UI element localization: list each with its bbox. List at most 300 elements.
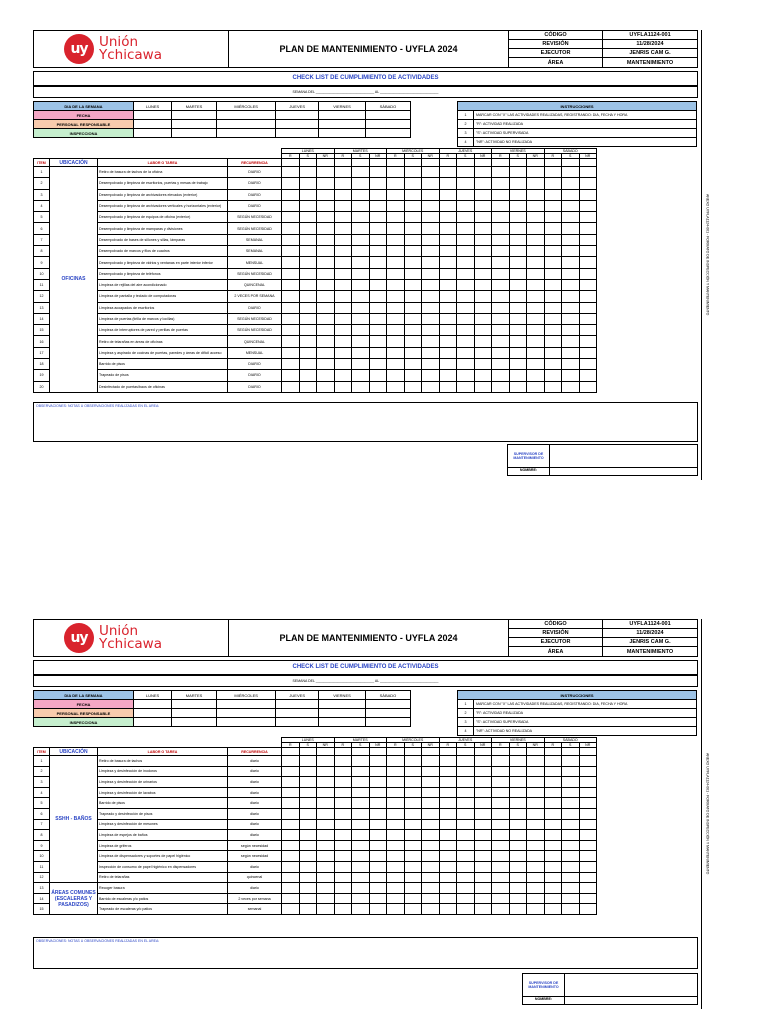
check-cell[interactable] — [369, 840, 387, 851]
check-cell[interactable] — [474, 313, 492, 324]
check-cell[interactable] — [474, 787, 492, 798]
check-cell[interactable] — [404, 893, 422, 904]
check-cell[interactable] — [282, 883, 300, 894]
check-cell[interactable] — [439, 370, 457, 381]
check-cell[interactable] — [317, 904, 335, 915]
check-cell[interactable] — [317, 830, 335, 841]
check-cell[interactable] — [492, 872, 510, 883]
check-cell[interactable] — [579, 798, 597, 809]
check-cell[interactable] — [422, 893, 440, 904]
check-cell[interactable] — [369, 359, 387, 370]
check-cell[interactable] — [579, 808, 597, 819]
check-cell[interactable] — [282, 381, 300, 392]
check-cell[interactable] — [474, 246, 492, 257]
check-cell[interactable] — [334, 336, 352, 347]
check-cell[interactable] — [492, 861, 510, 872]
cell[interactable] — [217, 709, 276, 718]
cell[interactable] — [365, 709, 410, 718]
check-cell[interactable] — [282, 840, 300, 851]
check-cell[interactable] — [387, 381, 405, 392]
check-cell[interactable] — [457, 291, 475, 302]
check-cell[interactable] — [282, 212, 300, 223]
check-cell[interactable] — [457, 830, 475, 841]
check-cell[interactable] — [492, 840, 510, 851]
check-cell[interactable] — [457, 257, 475, 268]
check-cell[interactable] — [544, 808, 562, 819]
check-cell[interactable] — [439, 883, 457, 894]
check-cell[interactable] — [369, 291, 387, 302]
check-cell[interactable] — [422, 178, 440, 189]
check-cell[interactable] — [544, 851, 562, 862]
check-cell[interactable] — [579, 200, 597, 211]
check-cell[interactable] — [562, 246, 580, 257]
check-cell[interactable] — [352, 200, 370, 211]
check-cell[interactable] — [404, 787, 422, 798]
check-cell[interactable] — [387, 200, 405, 211]
check-cell[interactable] — [387, 756, 405, 767]
check-cell[interactable] — [404, 819, 422, 830]
check-cell[interactable] — [299, 313, 317, 324]
check-cell[interactable] — [369, 279, 387, 290]
check-cell[interactable] — [404, 302, 422, 313]
check-cell[interactable] — [282, 851, 300, 862]
check-cell[interactable] — [492, 246, 510, 257]
check-cell[interactable] — [334, 291, 352, 302]
cell[interactable] — [365, 111, 410, 120]
check-cell[interactable] — [439, 347, 457, 358]
check-cell[interactable] — [439, 167, 457, 178]
check-cell[interactable] — [352, 246, 370, 257]
check-cell[interactable] — [492, 268, 510, 279]
check-cell[interactable] — [562, 200, 580, 211]
check-cell[interactable] — [579, 851, 597, 862]
check-cell[interactable] — [579, 381, 597, 392]
check-cell[interactable] — [369, 212, 387, 223]
check-cell[interactable] — [474, 851, 492, 862]
check-cell[interactable] — [439, 819, 457, 830]
check-cell[interactable] — [299, 200, 317, 211]
check-cell[interactable] — [369, 246, 387, 257]
check-cell[interactable] — [579, 359, 597, 370]
check-cell[interactable] — [352, 313, 370, 324]
check-cell[interactable] — [579, 370, 597, 381]
check-cell[interactable] — [369, 234, 387, 245]
check-cell[interactable] — [299, 766, 317, 777]
check-cell[interactable] — [527, 336, 545, 347]
check-cell[interactable] — [422, 777, 440, 788]
check-cell[interactable] — [387, 840, 405, 851]
check-cell[interactable] — [562, 777, 580, 788]
check-cell[interactable] — [509, 200, 527, 211]
check-cell[interactable] — [492, 808, 510, 819]
check-cell[interactable] — [527, 246, 545, 257]
check-cell[interactable] — [544, 359, 562, 370]
check-cell[interactable] — [422, 234, 440, 245]
check-cell[interactable] — [334, 370, 352, 381]
check-cell[interactable] — [544, 370, 562, 381]
cell[interactable] — [217, 700, 276, 709]
check-cell[interactable] — [404, 279, 422, 290]
check-cell[interactable] — [579, 325, 597, 336]
check-cell[interactable] — [579, 268, 597, 279]
check-cell[interactable] — [334, 381, 352, 392]
check-cell[interactable] — [562, 302, 580, 313]
check-cell[interactable] — [299, 861, 317, 872]
cell[interactable] — [172, 718, 217, 727]
check-cell[interactable] — [474, 279, 492, 290]
check-cell[interactable] — [352, 798, 370, 809]
check-cell[interactable] — [317, 223, 335, 234]
check-cell[interactable] — [509, 291, 527, 302]
check-cell[interactable] — [317, 336, 335, 347]
check-cell[interactable] — [562, 291, 580, 302]
check-cell[interactable] — [352, 189, 370, 200]
check-cell[interactable] — [527, 359, 545, 370]
check-cell[interactable] — [509, 851, 527, 862]
check-cell[interactable] — [317, 347, 335, 358]
cell[interactable] — [172, 120, 217, 129]
check-cell[interactable] — [334, 212, 352, 223]
cell[interactable] — [217, 129, 276, 138]
check-cell[interactable] — [299, 798, 317, 809]
check-cell[interactable] — [474, 178, 492, 189]
check-cell[interactable] — [317, 212, 335, 223]
check-cell[interactable] — [334, 808, 352, 819]
check-cell[interactable] — [527, 178, 545, 189]
check-cell[interactable] — [334, 830, 352, 841]
check-cell[interactable] — [299, 347, 317, 358]
check-cell[interactable] — [579, 178, 597, 189]
check-cell[interactable] — [317, 798, 335, 809]
check-cell[interactable] — [439, 381, 457, 392]
check-cell[interactable] — [387, 246, 405, 257]
check-cell[interactable] — [474, 212, 492, 223]
check-cell[interactable] — [439, 798, 457, 809]
check-cell[interactable] — [352, 904, 370, 915]
check-cell[interactable] — [579, 336, 597, 347]
check-cell[interactable] — [509, 872, 527, 883]
check-cell[interactable] — [404, 189, 422, 200]
check-cell[interactable] — [387, 830, 405, 841]
check-cell[interactable] — [562, 279, 580, 290]
check-cell[interactable] — [404, 178, 422, 189]
cell[interactable] — [319, 718, 366, 727]
check-cell[interactable] — [282, 246, 300, 257]
check-cell[interactable] — [334, 234, 352, 245]
check-cell[interactable] — [544, 861, 562, 872]
check-cell[interactable] — [474, 777, 492, 788]
check-cell[interactable] — [439, 904, 457, 915]
check-cell[interactable] — [422, 840, 440, 851]
check-cell[interactable] — [509, 313, 527, 324]
check-cell[interactable] — [282, 234, 300, 245]
check-cell[interactable] — [527, 851, 545, 862]
check-cell[interactable] — [369, 766, 387, 777]
check-cell[interactable] — [439, 777, 457, 788]
check-cell[interactable] — [439, 257, 457, 268]
check-cell[interactable] — [299, 257, 317, 268]
check-cell[interactable] — [404, 257, 422, 268]
check-cell[interactable] — [282, 279, 300, 290]
check-cell[interactable] — [579, 246, 597, 257]
check-cell[interactable] — [422, 766, 440, 777]
check-cell[interactable] — [369, 302, 387, 313]
check-cell[interactable] — [404, 167, 422, 178]
check-cell[interactable] — [474, 189, 492, 200]
check-cell[interactable] — [317, 268, 335, 279]
check-cell[interactable] — [334, 840, 352, 851]
check-cell[interactable] — [457, 904, 475, 915]
check-cell[interactable] — [562, 840, 580, 851]
check-cell[interactable] — [282, 798, 300, 809]
check-cell[interactable] — [509, 893, 527, 904]
check-cell[interactable] — [457, 766, 475, 777]
check-cell[interactable] — [404, 861, 422, 872]
check-cell[interactable] — [352, 178, 370, 189]
check-cell[interactable] — [562, 872, 580, 883]
check-cell[interactable] — [334, 313, 352, 324]
check-cell[interactable] — [404, 904, 422, 915]
check-cell[interactable] — [474, 200, 492, 211]
check-cell[interactable] — [422, 167, 440, 178]
check-cell[interactable] — [387, 347, 405, 358]
check-cell[interactable] — [474, 756, 492, 767]
check-cell[interactable] — [422, 359, 440, 370]
check-cell[interactable] — [492, 291, 510, 302]
check-cell[interactable] — [562, 212, 580, 223]
check-cell[interactable] — [317, 302, 335, 313]
check-cell[interactable] — [422, 268, 440, 279]
check-cell[interactable] — [387, 313, 405, 324]
check-cell[interactable] — [579, 347, 597, 358]
check-cell[interactable] — [317, 777, 335, 788]
check-cell[interactable] — [299, 840, 317, 851]
check-cell[interactable] — [579, 893, 597, 904]
check-cell[interactable] — [422, 279, 440, 290]
check-cell[interactable] — [352, 268, 370, 279]
check-cell[interactable] — [509, 178, 527, 189]
check-cell[interactable] — [492, 904, 510, 915]
check-cell[interactable] — [404, 756, 422, 767]
check-cell[interactable] — [282, 257, 300, 268]
check-cell[interactable] — [457, 370, 475, 381]
check-cell[interactable] — [387, 279, 405, 290]
check-cell[interactable] — [369, 787, 387, 798]
check-cell[interactable] — [387, 257, 405, 268]
check-cell[interactable] — [457, 347, 475, 358]
check-cell[interactable] — [562, 167, 580, 178]
check-cell[interactable] — [527, 808, 545, 819]
check-cell[interactable] — [369, 893, 387, 904]
check-cell[interactable] — [527, 223, 545, 234]
check-cell[interactable] — [282, 830, 300, 841]
check-cell[interactable] — [299, 370, 317, 381]
check-cell[interactable] — [492, 851, 510, 862]
check-cell[interactable] — [492, 325, 510, 336]
check-cell[interactable] — [474, 872, 492, 883]
check-cell[interactable] — [387, 223, 405, 234]
check-cell[interactable] — [387, 893, 405, 904]
check-cell[interactable] — [579, 819, 597, 830]
check-cell[interactable] — [527, 212, 545, 223]
check-cell[interactable] — [544, 223, 562, 234]
check-cell[interactable] — [474, 223, 492, 234]
check-cell[interactable] — [334, 347, 352, 358]
check-cell[interactable] — [299, 893, 317, 904]
check-cell[interactable] — [352, 279, 370, 290]
check-cell[interactable] — [352, 756, 370, 767]
check-cell[interactable] — [544, 872, 562, 883]
cell[interactable] — [319, 111, 366, 120]
check-cell[interactable] — [439, 830, 457, 841]
check-cell[interactable] — [387, 359, 405, 370]
check-cell[interactable] — [562, 178, 580, 189]
check-cell[interactable] — [544, 268, 562, 279]
check-cell[interactable] — [439, 851, 457, 862]
check-cell[interactable] — [387, 808, 405, 819]
check-cell[interactable] — [334, 167, 352, 178]
check-cell[interactable] — [422, 861, 440, 872]
check-cell[interactable] — [387, 167, 405, 178]
check-cell[interactable] — [492, 223, 510, 234]
check-cell[interactable] — [387, 872, 405, 883]
check-cell[interactable] — [422, 200, 440, 211]
check-cell[interactable] — [282, 872, 300, 883]
cell[interactable] — [217, 120, 276, 129]
check-cell[interactable] — [509, 167, 527, 178]
check-cell[interactable] — [369, 883, 387, 894]
cell[interactable] — [172, 709, 217, 718]
check-cell[interactable] — [282, 787, 300, 798]
check-cell[interactable] — [457, 325, 475, 336]
cell[interactable] — [365, 129, 410, 138]
check-cell[interactable] — [527, 279, 545, 290]
check-cell[interactable] — [457, 840, 475, 851]
check-cell[interactable] — [527, 313, 545, 324]
check-cell[interactable] — [509, 325, 527, 336]
check-cell[interactable] — [317, 291, 335, 302]
check-cell[interactable] — [562, 893, 580, 904]
check-cell[interactable] — [282, 336, 300, 347]
check-cell[interactable] — [387, 189, 405, 200]
check-cell[interactable] — [492, 381, 510, 392]
check-cell[interactable] — [509, 212, 527, 223]
check-cell[interactable] — [492, 167, 510, 178]
check-cell[interactable] — [474, 819, 492, 830]
check-cell[interactable] — [282, 325, 300, 336]
check-cell[interactable] — [334, 893, 352, 904]
check-cell[interactable] — [492, 370, 510, 381]
check-cell[interactable] — [282, 766, 300, 777]
check-cell[interactable] — [299, 851, 317, 862]
check-cell[interactable] — [474, 904, 492, 915]
check-cell[interactable] — [317, 234, 335, 245]
check-cell[interactable] — [457, 756, 475, 767]
check-cell[interactable] — [544, 302, 562, 313]
check-cell[interactable] — [317, 861, 335, 872]
cell[interactable] — [276, 111, 319, 120]
check-cell[interactable] — [544, 347, 562, 358]
check-cell[interactable] — [299, 279, 317, 290]
check-cell[interactable] — [579, 872, 597, 883]
check-cell[interactable] — [439, 223, 457, 234]
check-cell[interactable] — [492, 200, 510, 211]
check-cell[interactable] — [474, 167, 492, 178]
check-cell[interactable] — [317, 883, 335, 894]
check-cell[interactable] — [562, 223, 580, 234]
check-cell[interactable] — [404, 766, 422, 777]
check-cell[interactable] — [544, 325, 562, 336]
check-cell[interactable] — [579, 302, 597, 313]
cell[interactable] — [319, 120, 366, 129]
check-cell[interactable] — [334, 787, 352, 798]
check-cell[interactable] — [334, 883, 352, 894]
check-cell[interactable] — [317, 381, 335, 392]
check-cell[interactable] — [527, 347, 545, 358]
check-cell[interactable] — [544, 234, 562, 245]
check-cell[interactable] — [387, 904, 405, 915]
check-cell[interactable] — [334, 268, 352, 279]
check-cell[interactable] — [509, 234, 527, 245]
check-cell[interactable] — [404, 777, 422, 788]
check-cell[interactable] — [369, 830, 387, 841]
check-cell[interactable] — [509, 279, 527, 290]
check-cell[interactable] — [544, 212, 562, 223]
check-cell[interactable] — [492, 257, 510, 268]
check-cell[interactable] — [544, 257, 562, 268]
check-cell[interactable] — [352, 370, 370, 381]
check-cell[interactable] — [282, 359, 300, 370]
check-cell[interactable] — [509, 861, 527, 872]
check-cell[interactable] — [387, 819, 405, 830]
check-cell[interactable] — [387, 777, 405, 788]
check-cell[interactable] — [404, 347, 422, 358]
check-cell[interactable] — [562, 189, 580, 200]
check-cell[interactable] — [457, 336, 475, 347]
check-cell[interactable] — [439, 291, 457, 302]
check-cell[interactable] — [387, 336, 405, 347]
check-cell[interactable] — [509, 336, 527, 347]
check-cell[interactable] — [369, 798, 387, 809]
check-cell[interactable] — [439, 313, 457, 324]
check-cell[interactable] — [317, 325, 335, 336]
check-cell[interactable] — [527, 766, 545, 777]
check-cell[interactable] — [352, 787, 370, 798]
check-cell[interactable] — [439, 336, 457, 347]
check-cell[interactable] — [579, 234, 597, 245]
cell[interactable] — [172, 700, 217, 709]
semana-field[interactable]: SEMANA DEL ______________________________ AL ______________________________ — [33, 675, 698, 687]
check-cell[interactable] — [317, 359, 335, 370]
check-cell[interactable] — [369, 167, 387, 178]
check-cell[interactable] — [527, 840, 545, 851]
check-cell[interactable] — [492, 189, 510, 200]
check-cell[interactable] — [579, 777, 597, 788]
check-cell[interactable] — [334, 325, 352, 336]
check-cell[interactable] — [457, 798, 475, 809]
check-cell[interactable] — [299, 830, 317, 841]
check-cell[interactable] — [527, 904, 545, 915]
check-cell[interactable] — [562, 313, 580, 324]
check-cell[interactable] — [474, 336, 492, 347]
check-cell[interactable] — [509, 819, 527, 830]
check-cell[interactable] — [562, 787, 580, 798]
check-cell[interactable] — [282, 167, 300, 178]
check-cell[interactable] — [579, 787, 597, 798]
check-cell[interactable] — [422, 756, 440, 767]
check-cell[interactable] — [282, 302, 300, 313]
check-cell[interactable] — [282, 347, 300, 358]
